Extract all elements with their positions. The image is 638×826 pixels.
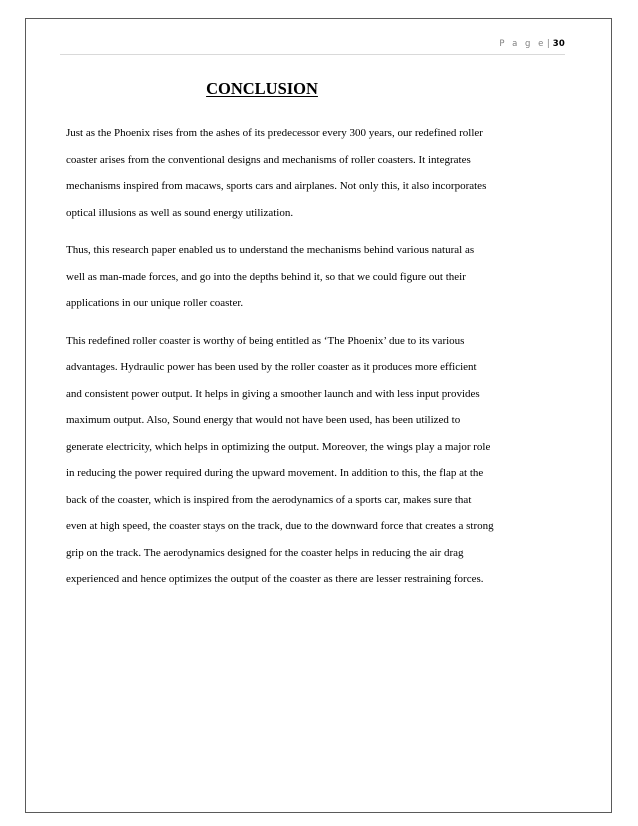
text-line: optical illusions as well as sound energy utilization. (66, 206, 294, 219)
text-line: Just as the Phoenix rises from the ashes of its predecessor every 300 years, our redefined roller (66, 127, 483, 139)
text-line: and consistent power output. It helps in giving a smoother launch and with less input provides (66, 387, 480, 400)
text-line: applications in our unique roller coaster. (66, 297, 244, 309)
text-line: experienced and hence optimizes the output of the coaster as there are lesser restraining forces. (66, 573, 484, 585)
text-line: generate electricity, which helps in optimizing the output. Moreover, the wings play a major role (66, 440, 491, 453)
paragraph-2 (66, 237, 566, 317)
text-line: This redefined roller coaster is worthy of being entitled as ‘The Phoenix’ due to its various (66, 334, 465, 347)
text-line: back of the coaster, which is inspired from the aerodynamics of a sports car, makes sure that (66, 493, 472, 506)
body-text (66, 120, 566, 604)
text-line: advantages. Hydraulic power has been used by the roller coaster as it produces more efficient (66, 361, 477, 373)
page-separator: | (546, 39, 550, 49)
paragraph-1 (66, 120, 566, 226)
text-line: Thus, this research paper enabled us to understand the mechanisms behind various natural as (66, 244, 475, 256)
text-line: maximum output. Also, Sound energy that would not have been used, has been utilized to (66, 414, 461, 426)
text-line: in reducing the power required during the upward movement. In addition to this, the flap at the (66, 467, 484, 479)
text-line: mechanisms inspired from macaws, sports cars and airplanes. Not only this, it also incorporates (66, 180, 487, 192)
text-line: coaster arises from the conventional designs and mechanisms of roller coasters. It integrates (66, 153, 471, 166)
page-number: 30 (552, 39, 565, 49)
text-line: well as man-made forces, and go into the depths behind it, so that we could figure out their (66, 270, 466, 283)
text-line: grip on the track. The aerodynamics designed for the coaster helps in reducing the air drag (66, 546, 464, 559)
page-header (60, 38, 565, 55)
paragraph-3 (66, 328, 566, 593)
page-label: P a g e (499, 39, 546, 49)
section-title: CONCLUSION (206, 79, 318, 98)
text-line: even at high speed, the coaster stays on the track, due to the downward force that creates a strong (66, 520, 494, 532)
